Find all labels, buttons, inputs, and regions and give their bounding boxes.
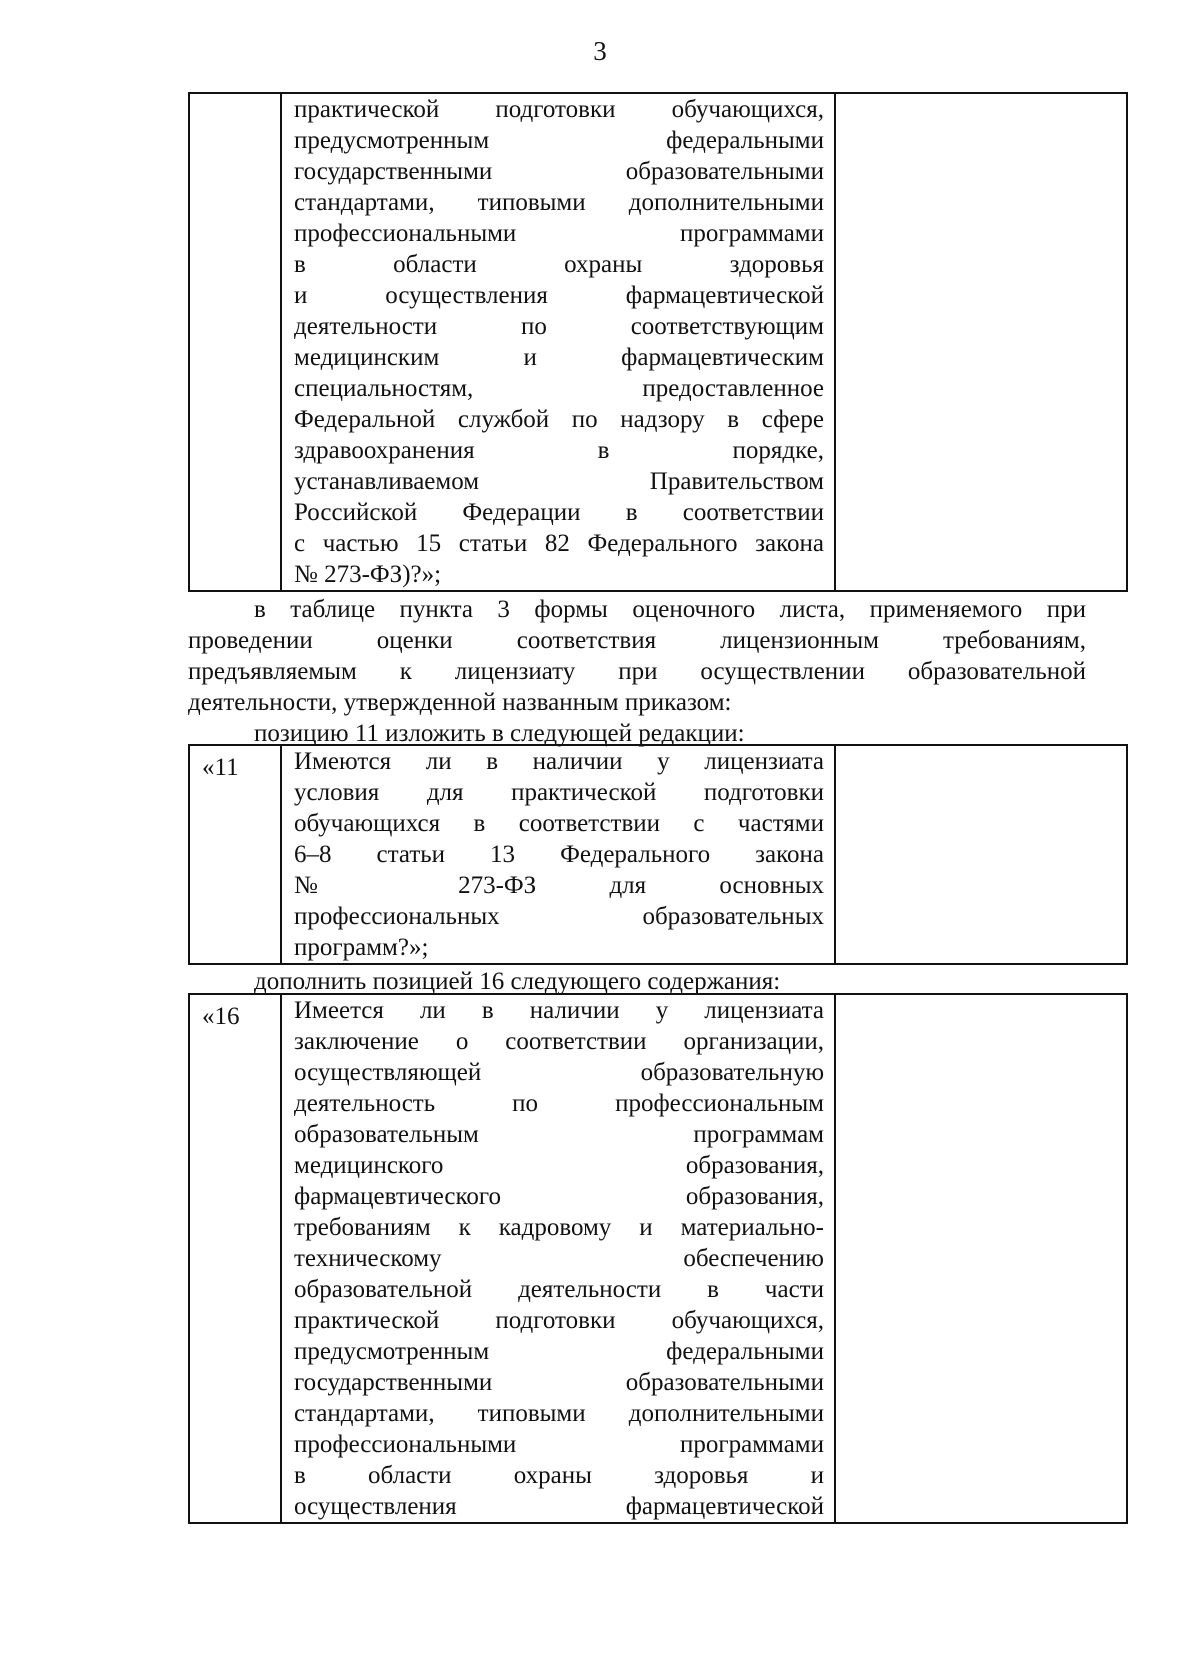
question-text-cell [281,994,835,1523]
cell-line: медицинским и фармацевтическим [294,344,824,371]
question-text-cell [281,745,835,964]
cell-line: № 273-ФЗ)?»; [294,561,442,588]
paragraph-line: в таблице пункта 3 формы оценочного листа, применяемого при [254,596,1086,623]
table-row [189,745,1127,964]
cell-line: практической подготовки обучающихся, [294,96,824,123]
cell-line: осуществляющей образовательную [294,1059,824,1086]
cell-line: государственными образовательными [294,158,824,185]
cell-line: обучающихся в соответствии с частями [294,810,824,837]
position-number-cell: «16 [189,994,281,1523]
instruction-position-16: дополнить позицией 16 следующего содержания: [254,968,781,995]
answer-cell [835,93,1127,591]
cell-line: фармацевтического образования, [294,1183,824,1210]
answer-cell [835,994,1127,1523]
table-row [189,994,1127,1523]
paragraph [188,594,1086,718]
question-text-cell [281,93,835,591]
cell-line: деятельность по профессиональным [294,1090,824,1117]
cell-line: профессиональных образовательных [294,903,824,930]
page-number: 3 [593,36,607,66]
cell-line: техническому обеспечению [294,1245,824,1272]
table-position-11 [188,744,1128,965]
answer-cell [835,745,1127,964]
cell-line: с частью 15 статьи 82 Федерального закона [294,530,824,557]
paragraph-line: предъявляемым к лицензиату при осуществлении образовательной [188,658,1086,685]
cell-line: деятельности по соответствующим [294,313,824,340]
position-number-cell [189,93,281,591]
cell-line: здравоохранения в порядке, [294,437,824,464]
cell-line: в области охраны здоровья [294,251,824,278]
cell-line: образовательным программам [294,1121,824,1148]
position-number-cell: «11 [189,745,281,964]
cell-line: стандартами, типовыми дополнительными [294,1400,824,1427]
paragraph-line: проведении оценки соответствия лицензионным требованиям, [188,627,1086,654]
cell-line: Имеются ли в наличии у лицензиата [294,748,824,775]
cell-line: профессиональными программами [294,1431,824,1458]
paragraph-line: деятельности, утвержденной названным приказом: [188,689,732,716]
cell-line: осуществления фармацевтической [294,1493,824,1520]
cell-line: Российской Федерации в соответствии [294,499,824,526]
cell-line: условия для практической подготовки [294,779,824,806]
cell-line: в области охраны здоровья и [294,1462,824,1489]
cell-line: устанавливаемом Правительством [294,468,824,495]
table-continuation [188,92,1128,592]
cell-line: Имеется ли в наличии у лицензиата [294,997,824,1024]
cell-line: заключение о соответствии организации, [294,1028,824,1055]
cell-line: требованиям к кадровому и материально- [294,1214,824,1241]
cell-line: Федеральной службой по надзору в сфере [294,406,824,433]
cell-line: предусмотренным федеральными [294,127,824,154]
cell-line: специальностям, предоставленное [294,375,824,402]
cell-line: государственными образовательными [294,1369,824,1396]
cell-line: стандартами, типовыми дополнительными [294,189,824,216]
cell-line: № 273-ФЗ для основных [294,872,824,899]
cell-line: практической подготовки обучающихся, [294,1307,824,1334]
cell-line: образовательной деятельности в части [294,1276,824,1303]
cell-line: и осуществления фармацевтической [294,282,824,309]
cell-line: 6–8 статьи 13 Федерального закона [294,841,824,868]
table-row [189,93,1127,591]
cell-line: медицинского образования, [294,1152,824,1179]
instruction-position-11: позицию 11 изложить в следующей редакции: [254,720,745,747]
cell-line: предусмотренным федеральными [294,1338,824,1365]
cell-line: профессиональными программами [294,220,824,247]
table-position-16 [188,993,1128,1524]
cell-line: программ?»; [294,934,429,961]
